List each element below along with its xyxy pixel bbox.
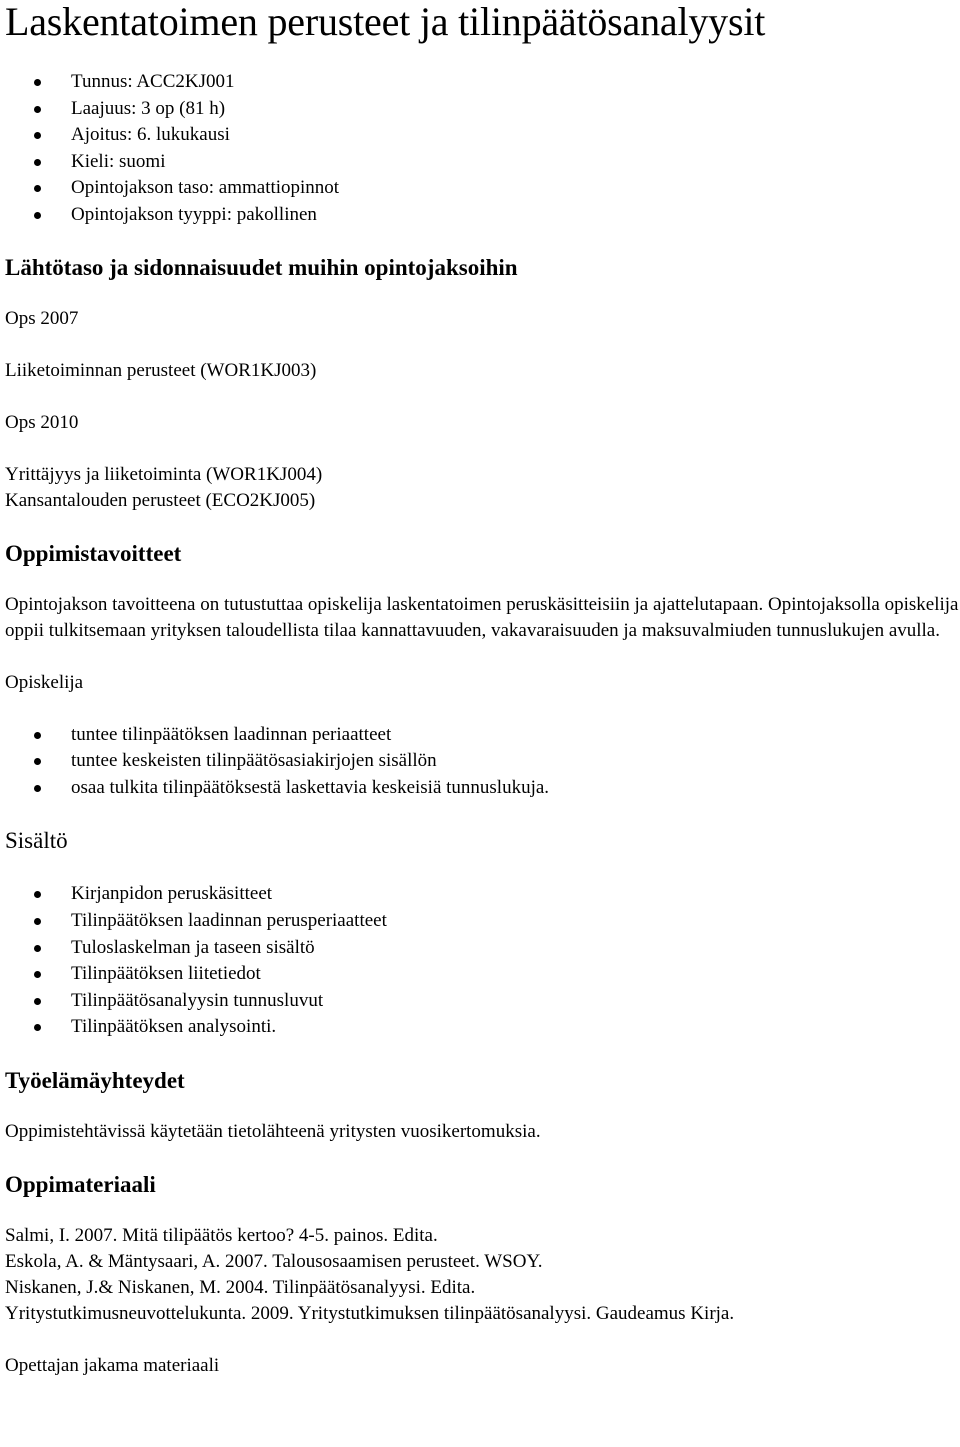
content-list <box>5 881 960 1041</box>
material-reference: Niskanen, J.& Niskanen, M. 2004. Tilinpäätösanalyysi. Edita. <box>5 1276 476 1298</box>
list-item: Kieli: suomi <box>71 149 960 176</box>
material-reference: Yritystutkimusneuvottelukunta. 2009. Yritystutkimuksen tilinpäätösanalyysi. Gaudeamus Kirja. <box>5 1302 735 1324</box>
list-item: Tilinpäätöksen liitetiedot <box>71 961 960 988</box>
list-item: Tunnus: ACC2KJ001 <box>71 69 960 96</box>
ops2007-item: Liiketoiminnan perusteet (WOR1KJ003) <box>5 359 317 381</box>
ops2010-item: Kansantalouden perusteet (ECO2KJ005) <box>5 489 316 511</box>
material-reference: Salmi, I. 2007. Mitä tilipäätös kertoo? 4-5. painos. Edita. <box>5 1224 438 1246</box>
list-item: Ajoitus: 6. lukukausi <box>71 122 960 149</box>
ops2007-label: Ops 2007 <box>5 307 79 329</box>
teacher-material-label: Opettajan jakama materiaali <box>5 1354 220 1376</box>
ops2010-item: Yrittäjyys ja liiketoiminta (WOR1KJ004) <box>5 463 323 485</box>
objectives-list <box>5 722 960 802</box>
student-label: Opiskelija <box>5 671 84 693</box>
list-item: Tilinpäätösanalyysin tunnusluvut <box>71 988 960 1015</box>
list-item: Tilinpäätöksen laadinnan perusperiaatteet <box>71 908 960 935</box>
list-item: tuntee tilinpäätöksen laadinnan periaatteet <box>71 722 960 749</box>
list-item: Tuloslaskelman ja taseen sisältö <box>71 935 960 962</box>
worklife-text: Oppimistehtävissä käytetään tietolähteenä yritysten vuosikertomuksia. <box>5 1120 541 1142</box>
list-item: Opintojakson tyyppi: pakollinen <box>71 202 960 229</box>
content-heading: Sisältö <box>5 828 68 854</box>
objectives-text: Opintojakson tavoitteena on tutustuttaa opiskelija laskentatoimen peruskäsitteisiin ja ajattelutapaan. Opintojaksolla opiskelija oppii tulkitsemaan yrityksen taloudellista tilaa kannattavuuden, vakavaraisuuden ja maksuvalmiuden tunnuslukujen avulla. <box>5 593 959 641</box>
list-item: tuntee keskeisten tilinpäätösasiakirjojen sisällön <box>71 748 960 775</box>
course-details-list <box>5 69 960 229</box>
list-item: Opintojakson taso: ammattiopinnot <box>71 175 960 202</box>
materials-heading: Oppimateriaali <box>5 1171 156 1197</box>
page-title: Laskentatoimen perusteet ja tilinpäätösanalyysit <box>5 0 766 44</box>
prereq-heading: Lähtötaso ja sidonnaisuudet muihin opintojaksoihin <box>5 254 518 280</box>
list-item: Laajuus: 3 op (81 h) <box>71 96 960 123</box>
worklife-heading: Työelämäyhteydet <box>5 1067 185 1093</box>
list-item: osaa tulkita tilinpäätöksestä laskettavia keskeisiä tunnuslukuja. <box>71 775 960 802</box>
objectives-heading: Oppimistavoitteet <box>5 540 182 566</box>
material-reference: Eskola, A. & Mäntysaari, A. 2007. Talousosaamisen perusteet. WSOY. <box>5 1250 543 1272</box>
list-item: Tilinpäätöksen analysointi. <box>71 1014 960 1041</box>
list-item: Kirjanpidon peruskäsitteet <box>71 881 960 908</box>
ops2010-label: Ops 2010 <box>5 411 79 433</box>
